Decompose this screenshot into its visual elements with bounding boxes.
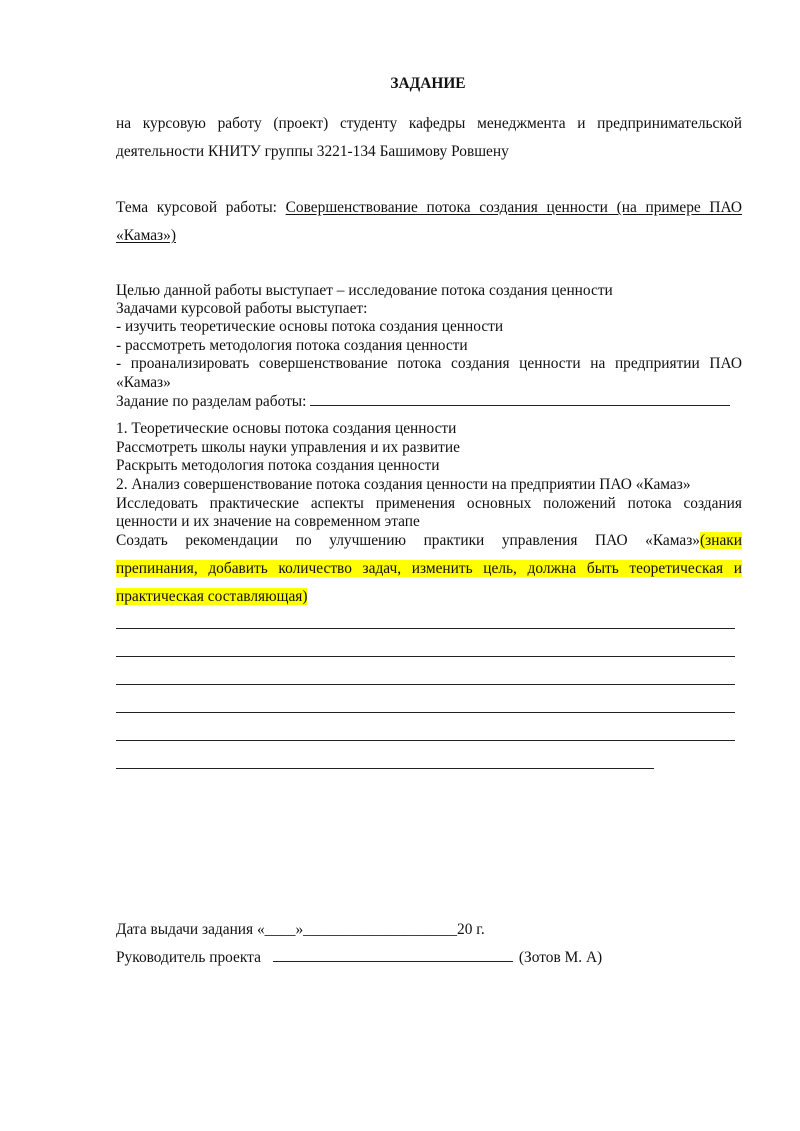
section-1-item: Рассмотреть школы науки управления и их развитие xyxy=(116,439,460,456)
tasks-heading: Задачами курсовой работы выступает: xyxy=(116,300,368,317)
task-item-3-line-1: - проанализировать совершенствование потока создания ценности на предприятии ПАО xyxy=(116,355,742,372)
section-2-title: 2. Анализ совершенствование потока создания ценности на предприятии ПАО «Камаз» xyxy=(116,476,691,493)
blank-line xyxy=(116,684,735,685)
section-2-item-2-text: Создать рекомендации по улучшению практики управления ПАО «Камаз» xyxy=(116,532,700,549)
highlighted-comment: препинания, добавить количество задач, изменить цель, должна быть теоретическая и xyxy=(116,560,742,577)
issue-date: Дата выдачи задания «____»____________________20 г. xyxy=(116,921,485,938)
sections-label-line xyxy=(116,393,730,411)
sections-blank-line xyxy=(310,404,730,406)
section-2-item-1-line-1: Исследовать практические аспекты применения основных положений потока создания xyxy=(116,495,742,512)
blank-line xyxy=(116,656,735,657)
highlighted-comment: практическая составляющая) xyxy=(116,588,308,605)
topic-line-1 xyxy=(116,199,742,217)
blank-line xyxy=(116,768,654,769)
task-item-3-line-2: «Камаз» xyxy=(116,374,171,391)
task-item: - рассмотреть методология потока создания ценности xyxy=(116,337,468,354)
blank-line xyxy=(116,740,735,741)
sections-label: Задание по разделам работы: xyxy=(116,393,311,410)
highlighted-comment-line-2 xyxy=(116,560,742,578)
blank-line xyxy=(116,628,735,629)
signature-line xyxy=(273,960,513,962)
highlighted-comment: (знаки xyxy=(700,532,742,549)
supervisor-label: Руководитель проекта xyxy=(116,949,261,966)
intro-line-1: на курсовую работу (проект) студенту кафедры менеджмента и предпринимательской xyxy=(116,115,742,132)
task-item: - изучить теоретические основы потока создания ценности xyxy=(116,318,504,335)
highlighted-comment-line-3 xyxy=(116,588,307,606)
supervisor-line xyxy=(116,949,602,967)
section-2-item-2-line-1 xyxy=(116,532,742,550)
blank-line xyxy=(116,712,735,713)
topic-line-2 xyxy=(116,227,176,245)
intro-line-2: деятельности КНИТУ группы 3221-134 Башимову Ровшену xyxy=(116,143,509,160)
topic-value-1: Совершенствование потока создания ценности (на примере ПАО xyxy=(285,199,743,216)
section-2-item-1-line-2: ценности и их значение на современном этапе xyxy=(116,513,420,530)
goal-text: Целью данной работы выступает – исследование потока создания ценности xyxy=(116,282,613,299)
supervisor-name: (Зотов М. А) xyxy=(518,949,603,966)
section-1-title: 1. Теоретические основы потока создания ценности xyxy=(116,420,457,437)
section-1-item: Раскрыть методология потока создания ценности xyxy=(116,457,440,474)
topic-value-2: «Камаз») xyxy=(116,227,176,244)
document-title: ЗАДАНИЕ xyxy=(390,75,466,92)
topic-label: Тема курсовой работы: xyxy=(116,199,286,216)
